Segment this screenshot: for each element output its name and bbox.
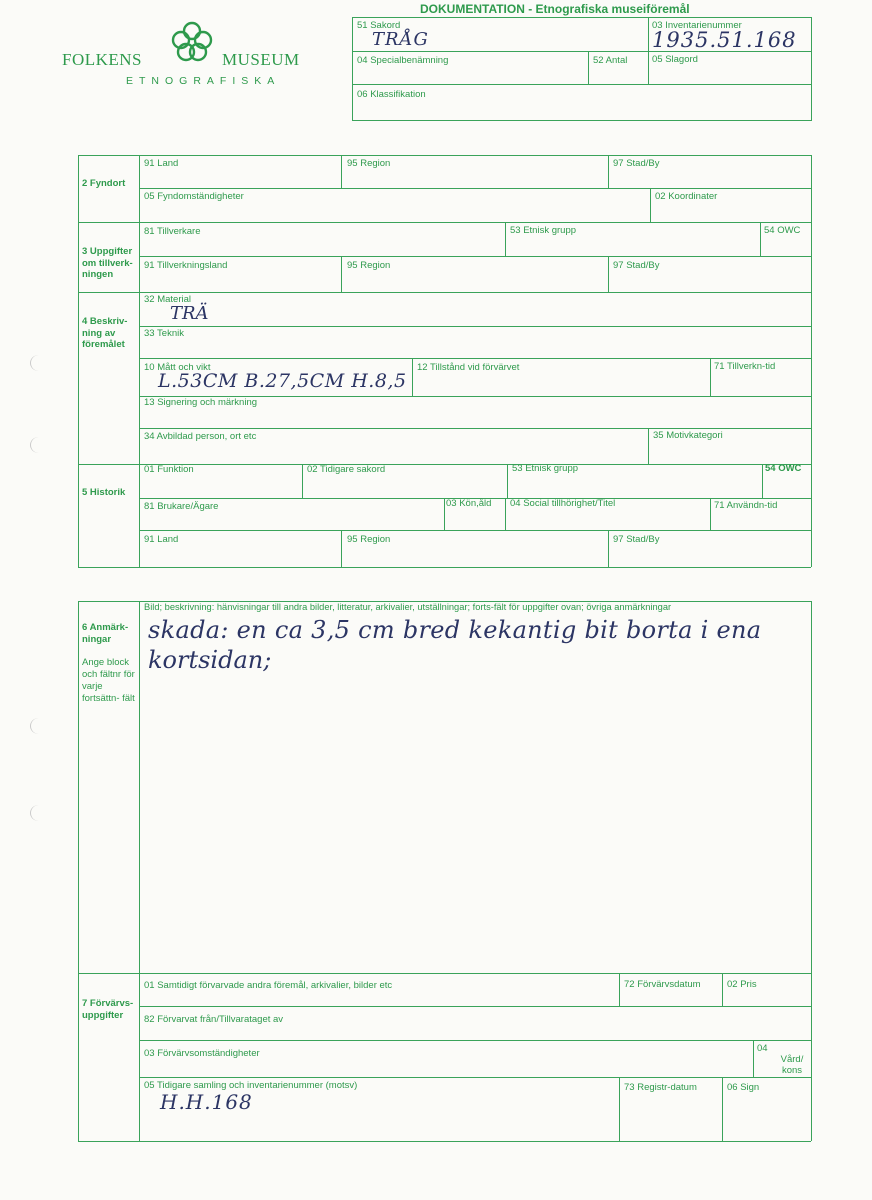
museum-logo [60, 20, 320, 100]
vard-kons-label: Vård/ kons [780, 1054, 804, 1076]
logo-right-word: MUSEUM [222, 50, 300, 69]
forvarvsdatum-label: 72 Förvärvsdatum [624, 979, 701, 990]
brukare-label: 81 Brukare/Ägare [144, 501, 219, 512]
field-51-value[interactable]: TRÅG [372, 29, 429, 50]
field-05-label: 05 Slagord [652, 54, 698, 65]
tillstand-label: 12 Tillstånd vid förvärvet [417, 362, 520, 373]
matt-och-vikt-label: 10 Mått och vikt [144, 362, 211, 373]
anmarkningar-header: Bild; beskrivning: hänvisningar till andra bilder, litteratur, arkivalier, utställningar; forts-fält för uppgifter ovan; övriga anmärkningar [144, 602, 672, 612]
fyndort-stad-label: 97 Stad/By [613, 158, 660, 169]
teknik-label: 33 Teknik [144, 328, 184, 339]
section-historik-label: 5 Historik [82, 487, 126, 498]
fyndort-land-label: 91 Land [144, 158, 179, 169]
signering-label: 13 Signering och märkning [144, 397, 258, 408]
field-06-label: 06 Klassifikation [357, 89, 426, 100]
tillverkning-owc-label: 54 OWC [764, 225, 801, 236]
field-51-label: 51 Sakord [357, 20, 401, 31]
anvandn-tid-label: 71 Användn-tid [714, 500, 778, 511]
page-title: DOKUMENTATION - Etnografiska museiföremål [420, 2, 690, 16]
section-beskrivning-label: 4 Beskriv- ning av föremålet [82, 316, 128, 350]
pris-label: 02 Pris [727, 979, 757, 990]
punch-hole-2 [30, 437, 47, 453]
section-tillverkning-label: 3 Uppgifter om tillverk- ningen [82, 246, 133, 280]
samtidigt-forvarvade-label: 01 Samtidigt förvarvade andra föremål, arkivalier, bilder etc [144, 980, 393, 991]
registr-datum-label: 73 Registr-datum [624, 1082, 697, 1093]
kon-ald-label: 03 Kön,åld [446, 498, 492, 509]
field-52-label: 52 Antal [593, 55, 628, 66]
material-value[interactable]: TRÄ [170, 303, 209, 324]
forvarvsomstandigheter-label: 03 Förvärvsomständigheter [144, 1048, 260, 1059]
section-forvarv-label: 7 Förvärvs- uppgifter [82, 998, 134, 1021]
punch-hole-1 [30, 355, 47, 371]
tillverkare-label: 81 Tillverkare [144, 226, 201, 237]
tillverkning-stad-label: 97 Stad/By [613, 260, 660, 271]
forvarvat-fran-label: 82 Förvarvat från/Tillvarataget av [144, 1014, 284, 1025]
social-tillhorighet-label: 04 Social tillhörighet/Titel [510, 498, 616, 509]
tillverkning-region-label: 95 Region [347, 260, 391, 271]
punch-hole-4 [30, 805, 47, 821]
historik-land-label: 91 Land [144, 534, 179, 545]
historik-region-label: 95 Region [347, 534, 391, 545]
fyndort-koordinater-label: 02 Koordinater [655, 191, 718, 202]
field-03-label: 03 Inventarienummer [652, 20, 742, 31]
field-03-value[interactable]: 1935.51.168 [652, 28, 797, 52]
historik-etnisk-grupp-label: 53 Etnisk grupp [512, 463, 579, 474]
historik-owc-label: 54 OWC [765, 463, 802, 474]
tidigare-samling-label: 05 Tidigare samling och inventarienummer (motsv) [144, 1080, 358, 1091]
tidigare-sakord-label: 02 Tidigare sakord [307, 464, 386, 475]
tillverkning-etnisk-grupp-label: 53 Etnisk grupp [510, 225, 577, 236]
clover-logo-icon [170, 20, 214, 64]
motivkategori-label: 35 Motivkategori [653, 430, 723, 441]
section-anmarkningar-label: 6 Anmärk- ningar [82, 622, 129, 645]
historik-stad-label: 97 Stad/By [613, 534, 660, 545]
section-fyndort-label: 2 Fyndort [82, 178, 126, 189]
field-04-label: 04 Specialbenämning [357, 55, 449, 66]
punch-hole-3 [30, 718, 47, 734]
matt-och-vikt-value[interactable]: L.53CM B.27,5CM H.8,5 [158, 370, 407, 392]
material-label: 32 Material [144, 294, 191, 305]
fyndort-region-label: 95 Region [347, 158, 391, 169]
anmarkning-note-line-2[interactable]: kortsidan; [148, 646, 272, 674]
logo-left-word: FOLKENS [62, 50, 143, 69]
anmarkningar-hint: Ange block och fältnr för varje fortsättn- fält [82, 657, 135, 704]
tillverkn-tid-label: 71 Tillverkn-tid [714, 361, 776, 372]
tillverkningsland-label: 91 Tillverkningsland [144, 260, 228, 271]
fyndort-omstandigheter-label: 05 Fyndomständigheter [144, 191, 244, 202]
vard-kons-number: 04 [757, 1043, 768, 1054]
sign-label: 06 Sign [727, 1082, 760, 1093]
anmarkning-note-line-1[interactable]: skada: en ca 3,5 cm bred kekantig bit borta i ena [148, 616, 762, 644]
logo-sub-word: ETNOGRAFISKA [126, 75, 281, 87]
tidigare-samling-value[interactable]: H.H.168 [160, 1090, 253, 1114]
funktion-label: 01 Funktion [144, 464, 194, 475]
avbildad-label: 34 Avbildad person, ort etc [144, 431, 257, 442]
